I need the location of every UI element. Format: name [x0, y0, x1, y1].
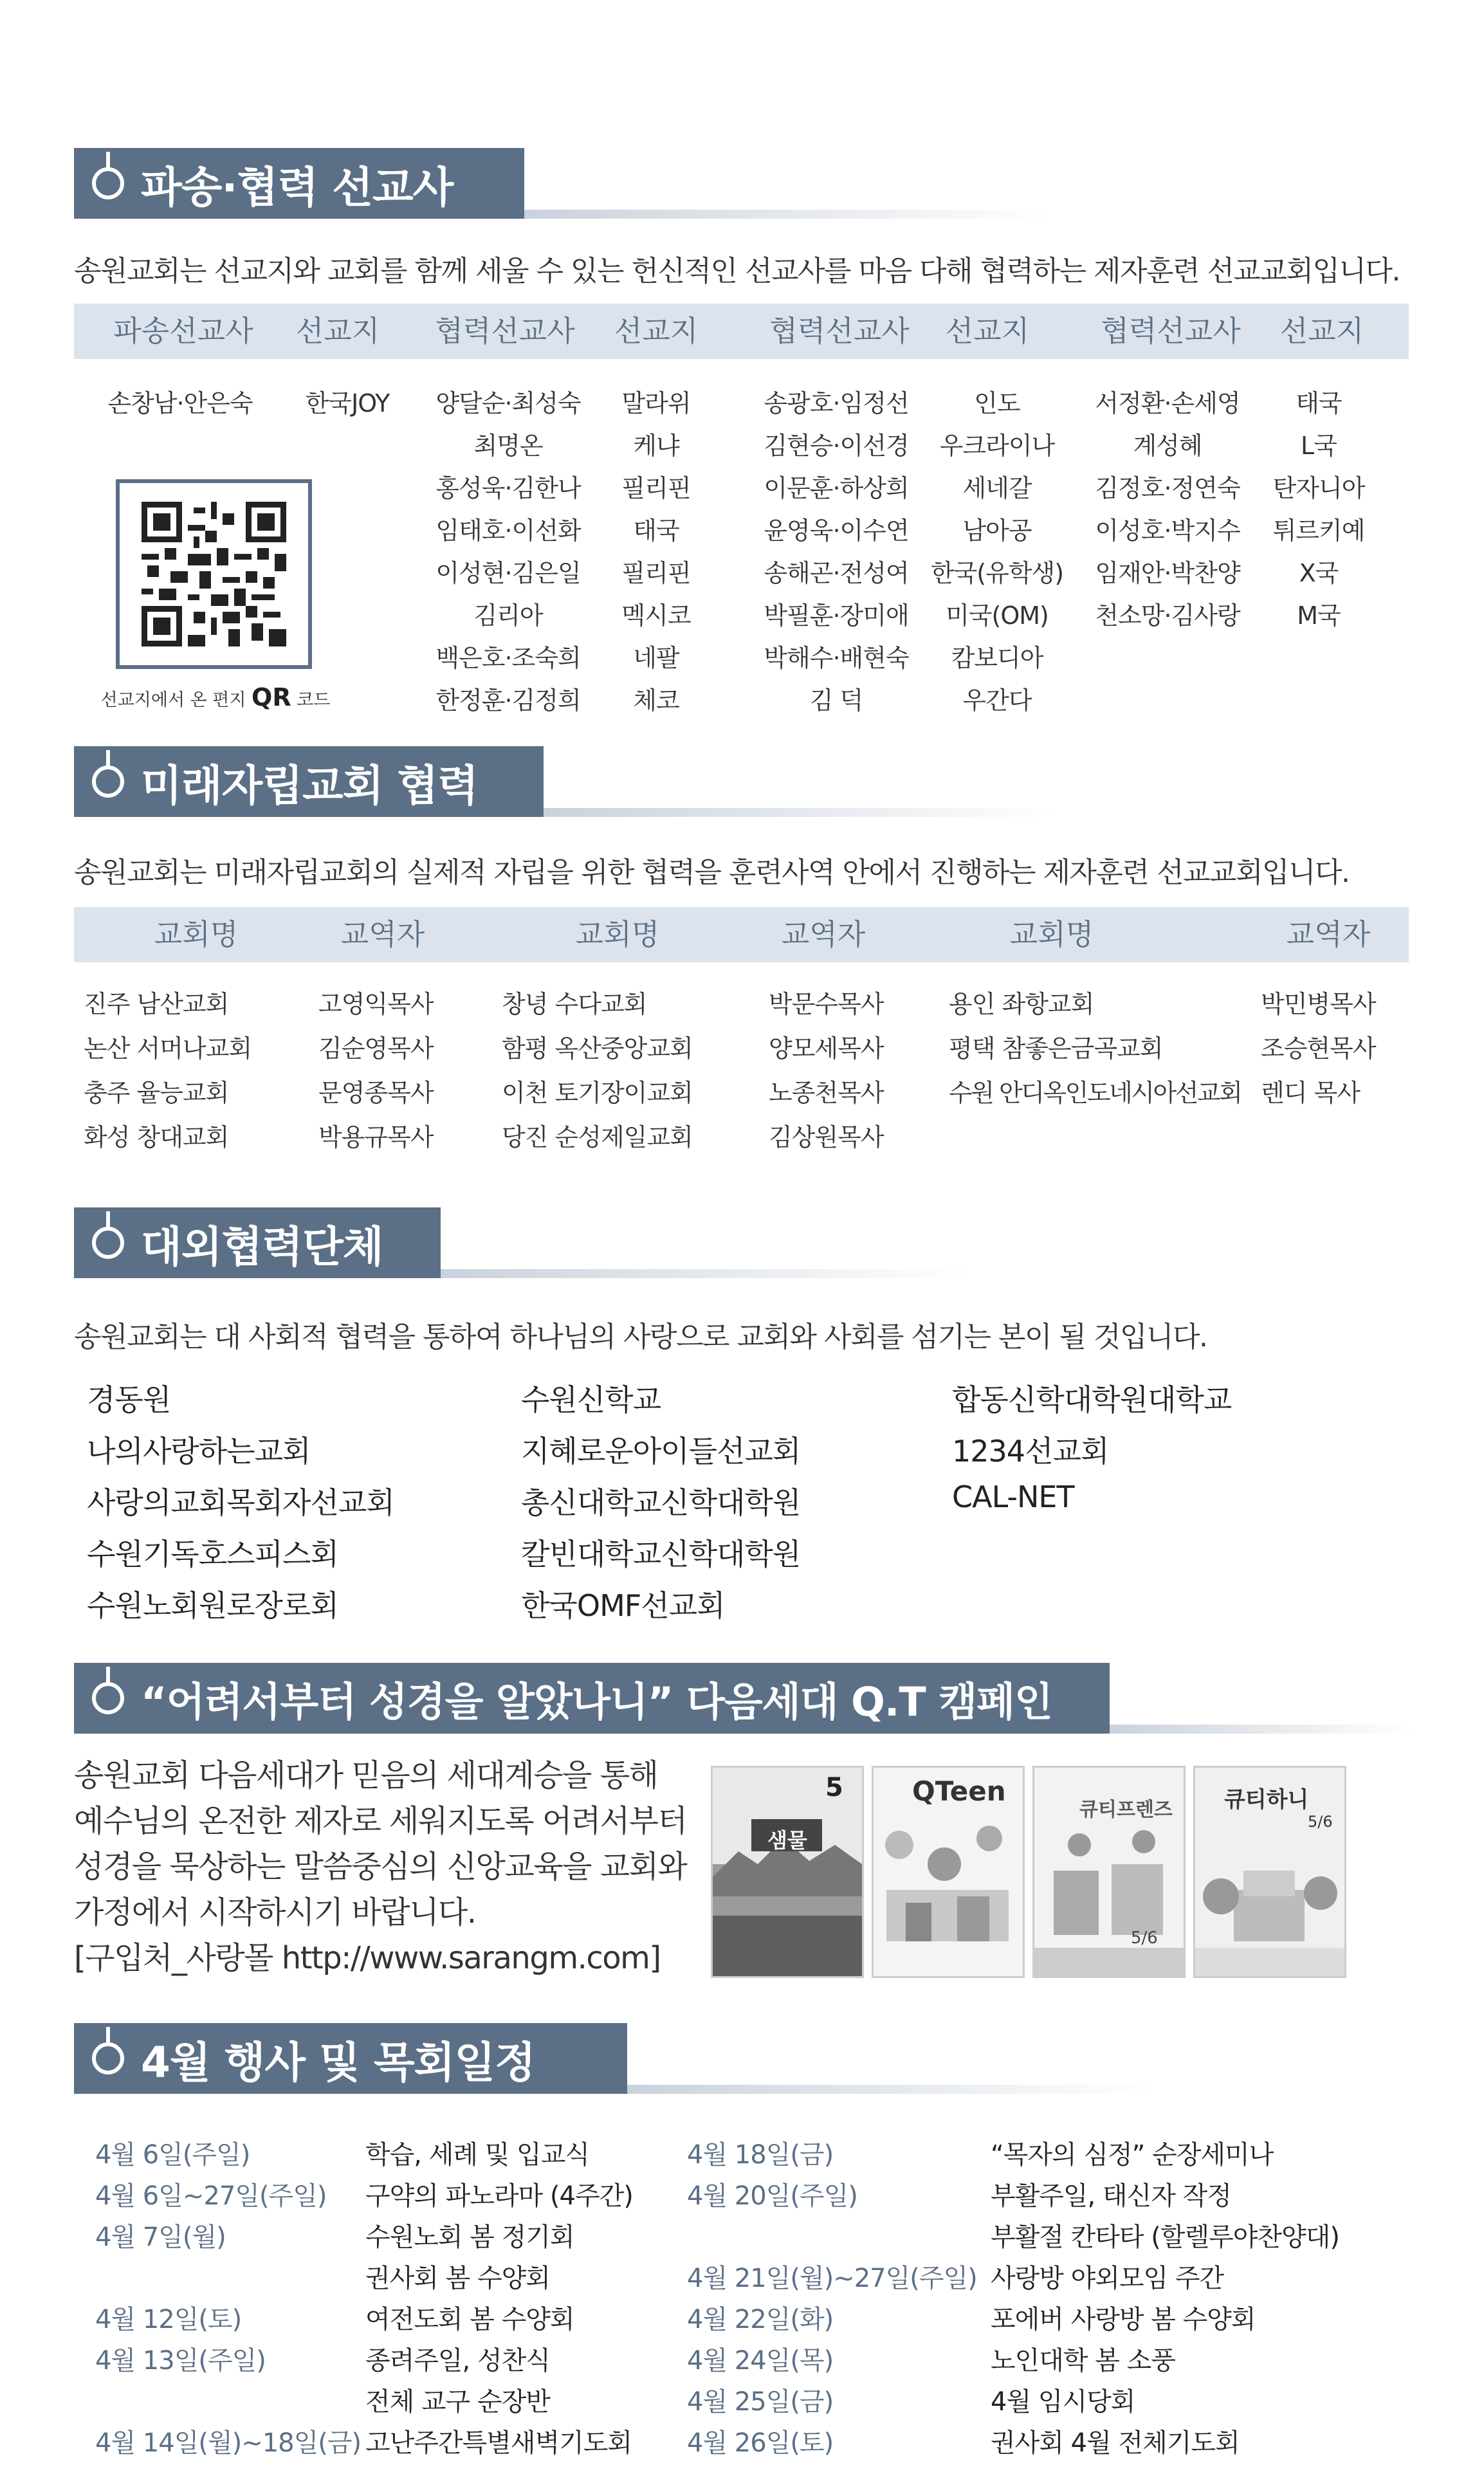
church-name: 이천 토기장이교회	[502, 1079, 693, 1107]
event-date: 4월 18일(금)	[687, 2140, 834, 2170]
qr-caption-pre: 선교지에서 온 편지	[100, 690, 252, 710]
sent-missionary-name: 손창남·안은숙	[107, 389, 253, 417]
th-partner-missionary: 협력선교사	[769, 314, 910, 348]
qr-caption-post: 코드	[291, 690, 331, 710]
partner-field: 멕시코	[621, 601, 691, 630]
th-partner-missionary: 협력선교사	[1101, 314, 1241, 348]
partner-org: 칼빈대학교신학대학원	[521, 1537, 801, 1571]
churches-section-header	[74, 746, 1058, 817]
bullet-circle-icon	[92, 1682, 124, 1714]
church-name: 충주 율능교회	[84, 1079, 229, 1107]
partner-name: 윤영욱·이수연	[764, 517, 909, 545]
book-qteen-label: QTeen	[912, 1775, 1006, 1807]
th-church: 교회명	[154, 917, 239, 951]
partner-name: 최명온	[473, 432, 543, 460]
partner-field: 필리핀	[621, 559, 691, 587]
partner-field: M국	[1297, 601, 1341, 630]
church-name: 평택 참좋은금곡교회	[949, 1034, 1163, 1063]
missionaries-table-header	[74, 304, 1409, 359]
partner-org: 수원신학교	[521, 1382, 661, 1417]
event-date: 4월 7일(월)	[95, 2222, 226, 2252]
qr-caption-bold: QR	[252, 683, 291, 711]
partner-name: 양달순·최성숙	[435, 389, 581, 417]
qt-title-box	[74, 1663, 1110, 1734]
qt-book-qteen[interactable]	[872, 1766, 1025, 1978]
event-text: 수원노회 봄 정기회	[365, 2222, 574, 2252]
church-name: 창녕 수다교회	[502, 990, 647, 1018]
partner-name: 천소망·김사랑	[1095, 601, 1240, 630]
partner-name: 홍성욱·김한나	[435, 474, 581, 502]
church-pastor: 렌디 목사	[1261, 1079, 1360, 1107]
event-text: 노인대학 봄 소풍	[991, 2346, 1175, 2376]
event-text: 부활주일, 태신자 작정	[991, 2181, 1231, 2211]
partner-field: 튀르키예	[1272, 517, 1365, 545]
church-pastor: 조승현목사	[1261, 1034, 1376, 1063]
partner-field: 체코	[633, 686, 679, 715]
partner-name: 임태호·이선화	[435, 517, 581, 545]
event-date: 4월 20일(주일)	[687, 2181, 857, 2211]
book-qtihani-label: 큐티하니	[1224, 1787, 1309, 1813]
church-name: 수원 안디옥인도네시아선교회	[949, 1079, 1241, 1107]
partner-field: 케냐	[633, 432, 679, 460]
church-name: 당진 순성제일교회	[502, 1123, 693, 1151]
partner-field: 미국(OM)	[946, 601, 1049, 630]
qr-caption	[96, 683, 334, 711]
events-section-header	[74, 2023, 1155, 2094]
bullet-circle-icon	[92, 2042, 124, 2075]
partner-field: 세네갈	[962, 474, 1032, 502]
partner-org: 합동신학대학원대학교	[952, 1382, 1232, 1417]
church-pastor: 박민병목사	[1261, 990, 1376, 1018]
bullet-circle-icon	[92, 765, 124, 798]
partner-org: 1234선교회	[952, 1434, 1109, 1469]
event-text: 구약의 파노라마 (4주간)	[365, 2181, 633, 2211]
partner-field: 남아공	[962, 517, 1032, 545]
header-underline	[544, 808, 1058, 817]
qt-description	[74, 1753, 686, 1981]
partner-org: 수원기독호스피스회	[87, 1537, 338, 1571]
qt-purchase-link[interactable]: [구입처_사랑몰 http://www.sarangm.com]	[74, 1940, 661, 1976]
partner-field: 태국	[633, 517, 679, 545]
partner-org: 총신대학교신학대학원	[521, 1485, 801, 1520]
header-underline	[524, 210, 1052, 219]
church-pastor: 고영익목사	[318, 990, 434, 1018]
event-date: 4월 12일(토)	[95, 2305, 242, 2334]
qt-line: 송원교회 다음세대가 믿음의 세대계승을 통해	[74, 1757, 658, 1793]
partner-name: 계성혜	[1133, 432, 1202, 460]
qr-code-icon	[142, 502, 286, 646]
event-date: 4월 22일(화)	[687, 2305, 834, 2334]
partner-name: 한정훈·김정희	[435, 686, 581, 715]
partner-name: 이성호·박지수	[1095, 517, 1240, 545]
church-name: 화성 창대교회	[84, 1123, 229, 1151]
partner-org: 나의사랑하는교회	[87, 1434, 311, 1469]
partner-org: 한국OMF선교회	[521, 1588, 725, 1623]
event-text: 여전도회 봄 수양회	[365, 2305, 574, 2334]
partner-name: 송해곤·전성여	[764, 559, 909, 587]
qt-line: 가정에서 시작하시기 바랍니다.	[74, 1894, 476, 1930]
header-underline	[441, 1269, 968, 1278]
qt-book-qtihani[interactable]	[1193, 1766, 1346, 1978]
churches-title: 미래자립교회 협력	[141, 760, 479, 811]
partner-name: 김 덕	[809, 686, 863, 715]
partner-field: 탄자니아	[1272, 474, 1365, 502]
partner-org: 수원노회원로장로회	[87, 1588, 338, 1623]
churches-table-header	[74, 907, 1409, 962]
church-pastor: 양모세목사	[769, 1034, 884, 1063]
partner-name: 김현승·이선경	[764, 432, 909, 460]
event-date: 4월 21일(월)~27일(주일)	[687, 2264, 977, 2293]
partner-field: 우간다	[962, 686, 1032, 715]
th-partner-missionary: 협력선교사	[435, 314, 575, 348]
event-date: 4월 6일(주일)	[95, 2140, 250, 2170]
event-text: 권사회 4월 전체기도회	[991, 2428, 1240, 2458]
partner-name: 서정환·손세영	[1095, 389, 1240, 417]
th-field: 선교지	[1279, 314, 1364, 348]
church-pastor: 문영종목사	[318, 1079, 434, 1107]
th-church: 교회명	[575, 917, 660, 951]
missionaries-description: 송원교회는 선교지와 교회를 함께 세울 수 있는 헌신적인 선교사를 마음 다해 협력하는 제자훈련 선교교회입니다.	[74, 255, 1400, 288]
partner-org: 사랑의교회목회자선교회	[87, 1485, 394, 1520]
event-date: 4월 26일(토)	[687, 2428, 834, 2458]
partner-name: 백은호·조숙희	[435, 644, 581, 672]
church-pastor: 박문수목사	[769, 990, 884, 1018]
header-underline	[627, 2085, 1155, 2094]
qt-title: “어려서부터 성경을 알았나니” 다음세대 Q.T 캠페인	[141, 1678, 1052, 1725]
partner-name: 박필훈·장미애	[764, 601, 909, 630]
church-name: 함평 옥산중앙교회	[502, 1034, 693, 1063]
qt-book-saemmul[interactable]	[711, 1766, 864, 1978]
partner-field: 한국(유학생)	[930, 559, 1064, 587]
event-text: 사랑방 야외모임 주간	[991, 2264, 1224, 2293]
partner-field: 필리핀	[621, 474, 691, 502]
qt-section-header	[74, 1663, 1412, 1734]
partner-name: 이문훈·하상희	[764, 474, 909, 502]
partner-field: 말라위	[621, 389, 691, 417]
church-name: 용인 좌항교회	[949, 990, 1094, 1018]
partners-description: 송원교회는 대 사회적 협력을 통하여 하나님의 사랑으로 교회와 사회를 섬기는 본이 될 것입니다.	[74, 1321, 1207, 1353]
partner-name: 임재안·박찬양	[1095, 559, 1240, 587]
partner-field: 캄보디아	[951, 644, 1043, 672]
book-friends-label: 큐티프렌즈	[1079, 1799, 1173, 1821]
partner-org: CAL-NET	[952, 1480, 1074, 1514]
missionaries-title: 파송·협력 선교사	[141, 162, 453, 212]
event-text: 4월 임시당회	[991, 2387, 1135, 2417]
qt-line: 예수님의 온전한 제자로 세워지도록 어려서부터	[74, 1803, 687, 1839]
partner-name: 김정호·정연숙	[1095, 474, 1240, 502]
partners-title-box	[74, 1207, 441, 1278]
church-pastor: 김상원목사	[769, 1123, 884, 1151]
th-pastor: 교역자	[781, 917, 866, 951]
th-pastor: 교역자	[1286, 917, 1371, 951]
th-field: 선교지	[945, 314, 1030, 348]
partner-org: 경동원	[87, 1382, 171, 1417]
event-date: 4월 14일(월)~18일(금)	[95, 2428, 362, 2458]
church-name: 진주 남산교회	[84, 990, 229, 1018]
partners-title: 대외협력단체	[141, 1222, 383, 1272]
partner-field: 우크라이나	[939, 432, 1055, 460]
bullet-circle-icon	[92, 167, 124, 199]
event-text: 학습, 세례 및 입교식	[365, 2140, 589, 2170]
event-text: 권사회 봄 수양회	[365, 2264, 550, 2293]
events-title-box	[74, 2023, 627, 2094]
partner-name: 이성현·김은일	[435, 559, 581, 587]
church-pastor: 박용규목사	[318, 1123, 434, 1151]
book-saemmul-label: 샘물	[767, 1828, 807, 1853]
book-saemmul-num: 5	[825, 1773, 843, 1802]
partner-name: 박해수·배현숙	[764, 644, 909, 672]
partner-field: 태국	[1296, 389, 1342, 417]
event-date: 4월 25일(금)	[687, 2387, 834, 2417]
qt-book-friends[interactable]	[1032, 1766, 1186, 1978]
event-date: 4월 24일(목)	[687, 2346, 834, 2376]
header-underline	[1110, 1725, 1412, 1734]
event-date: 4월 13일(주일)	[95, 2346, 266, 2376]
event-text: 전체 교구 순장반	[365, 2387, 550, 2417]
event-text: “목자의 심정” 순장세미나	[991, 2140, 1274, 2170]
partner-field: 네팔	[633, 644, 679, 672]
event-text: 종려주일, 성찬식	[365, 2346, 550, 2376]
event-text: 고난주간특별새벽기도회	[365, 2428, 632, 2458]
event-date: 4월 6일~27일(주일)	[95, 2181, 327, 2211]
qr-code[interactable]	[116, 479, 312, 669]
sent-missionary-field: 한국JOY	[305, 389, 390, 417]
partner-org: 지혜로운아이들선교회	[521, 1434, 801, 1469]
partners-section-header	[74, 1207, 968, 1278]
th-pastor: 교역자	[340, 917, 425, 951]
book-friends-num: 5/6	[1131, 1929, 1158, 1948]
bullet-circle-icon	[92, 1227, 124, 1259]
th-field: 선교지	[295, 314, 380, 348]
partner-name: 김리아	[473, 601, 543, 630]
church-pastor: 김순영목사	[318, 1034, 434, 1063]
th-sent-missionary: 파송선교사	[113, 314, 253, 348]
churches-title-box	[74, 746, 544, 817]
partner-field: X국	[1299, 559, 1339, 587]
church-name: 논산 서머나교회	[84, 1034, 252, 1063]
churches-description: 송원교회는 미래자립교회의 실제적 자립을 위한 협력을 훈련사역 안에서 진행하는 제자훈련 선교교회입니다.	[74, 856, 1350, 889]
missionaries-title-box	[74, 148, 524, 219]
partner-field: L국	[1301, 432, 1337, 460]
event-text: 부활절 칸타타 (할렐루야찬양대)	[991, 2222, 1339, 2252]
missionaries-section-header	[74, 148, 1052, 219]
event-text: 포에버 사랑방 봄 수양회	[991, 2305, 1256, 2334]
partner-field: 인도	[974, 389, 1020, 417]
church-pastor: 노종천목사	[769, 1079, 884, 1107]
th-church: 교회명	[1009, 917, 1094, 951]
book-qtihani-num: 5/6	[1308, 1813, 1333, 1831]
events-title: 4월 행사 및 목회일정	[141, 2037, 535, 2087]
partner-name: 송광호·임정선	[764, 389, 909, 417]
th-field: 선교지	[614, 314, 699, 348]
qt-line: 성경을 묵상하는 말씀중심의 신앙교육을 교회와	[74, 1849, 687, 1885]
